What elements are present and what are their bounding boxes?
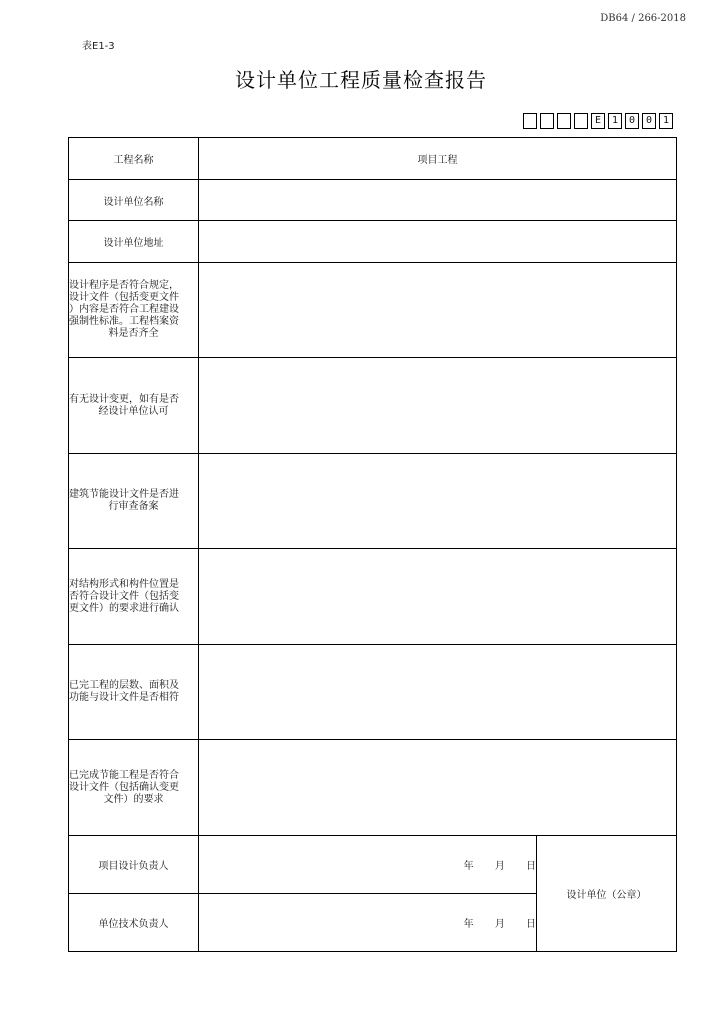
design-unit-name-value[interactable] <box>199 180 677 221</box>
label-line: 经设计单位认可 <box>98 405 169 417</box>
code-box[interactable] <box>574 113 588 129</box>
label-line: 建筑节能设计文件是否进 <box>69 489 179 500</box>
label-line: 文件）的要求 <box>103 793 164 805</box>
form-number: 表E1-3 <box>82 41 115 52</box>
label-line: 料是否齐全 <box>108 328 159 339</box>
month-label: 月 <box>494 919 505 930</box>
energy-saving-review-value[interactable] <box>199 454 677 549</box>
day-label: 日 <box>526 919 536 930</box>
tech-lead-date[interactable] <box>199 894 537 952</box>
project-name-label: 工程名称 <box>69 138 199 180</box>
month-label: 月 <box>494 861 505 872</box>
table-row <box>69 221 677 263</box>
table-row <box>69 180 677 221</box>
code-box[interactable]: 1 <box>659 113 673 129</box>
structure-confirm-value[interactable] <box>199 549 677 645</box>
code-box[interactable] <box>540 113 554 129</box>
code-box[interactable]: E <box>591 113 605 129</box>
day-label: 日 <box>526 861 536 872</box>
floors-area-value[interactable] <box>199 645 677 740</box>
label-line: 已完成节能工程是否符合 <box>69 769 179 781</box>
project-lead-label: 项目设计负责人 <box>69 836 199 894</box>
table-row <box>69 138 677 180</box>
code-box[interactable]: 1 <box>608 113 622 129</box>
table-row <box>69 836 677 894</box>
table-row <box>69 454 677 549</box>
structure-confirm-label <box>69 549 199 645</box>
design-unit-address-label: 设计单位地址 <box>69 221 199 263</box>
table-row <box>69 263 677 358</box>
label-line: ）内容是否符合工程建设 <box>69 304 179 315</box>
design-procedure-value[interactable] <box>199 263 677 358</box>
document-code-boxes <box>523 113 673 129</box>
label-line: 强制性标准。工程档案资 <box>69 316 179 327</box>
page-title: 设计单位工程质量检查报告 <box>235 68 487 92</box>
tech-lead-label: 单位技术负责人 <box>69 894 199 952</box>
label-line: 功能与设计文件是否相符 <box>69 692 179 703</box>
table-row <box>69 645 677 740</box>
table-row <box>69 740 677 836</box>
floors-area-label <box>69 645 199 740</box>
design-unit-seal[interactable]: 设计单位（公章） <box>537 836 677 952</box>
label-line: 更文件）的要求进行确认 <box>69 602 179 614</box>
design-changes-value[interactable] <box>199 358 677 454</box>
year-label: 年 <box>463 861 474 872</box>
energy-project-label <box>69 740 199 836</box>
label-line: 设计文件（包括变更文件 <box>69 292 179 303</box>
report-table <box>68 137 677 952</box>
code-box[interactable]: 0 <box>642 113 656 129</box>
design-unit-address-value[interactable] <box>199 221 677 263</box>
label-line: 已完工程的层数、面积及 <box>69 680 179 691</box>
design-unit-name-label: 设计单位名称 <box>69 180 199 221</box>
design-changes-label <box>69 358 199 454</box>
design-procedure-label <box>69 263 199 358</box>
year-label: 年 <box>463 919 474 930</box>
project-name-value[interactable]: 项目工程 <box>199 138 677 180</box>
label-line: 有无设计变更，如有是否 <box>69 393 179 405</box>
project-lead-date[interactable] <box>199 836 537 894</box>
label-line: 否符合设计文件（包括变 <box>69 590 179 602</box>
energy-saving-review-label <box>69 454 199 549</box>
label-line: 设计文件（包括确认变更 <box>69 781 179 793</box>
code-box[interactable] <box>557 113 571 129</box>
table-row <box>69 358 677 454</box>
standard-code: DB64 / 266-2018 <box>600 13 686 24</box>
energy-project-value[interactable] <box>199 740 677 836</box>
code-box[interactable] <box>523 113 537 129</box>
code-box[interactable]: 0 <box>625 113 639 129</box>
label-line: 对结构形式和构件位置是 <box>69 578 179 590</box>
label-line: 设计程序是否符合规定， <box>69 280 179 291</box>
table-row <box>69 549 677 645</box>
label-line: 行审查备案 <box>108 501 159 512</box>
